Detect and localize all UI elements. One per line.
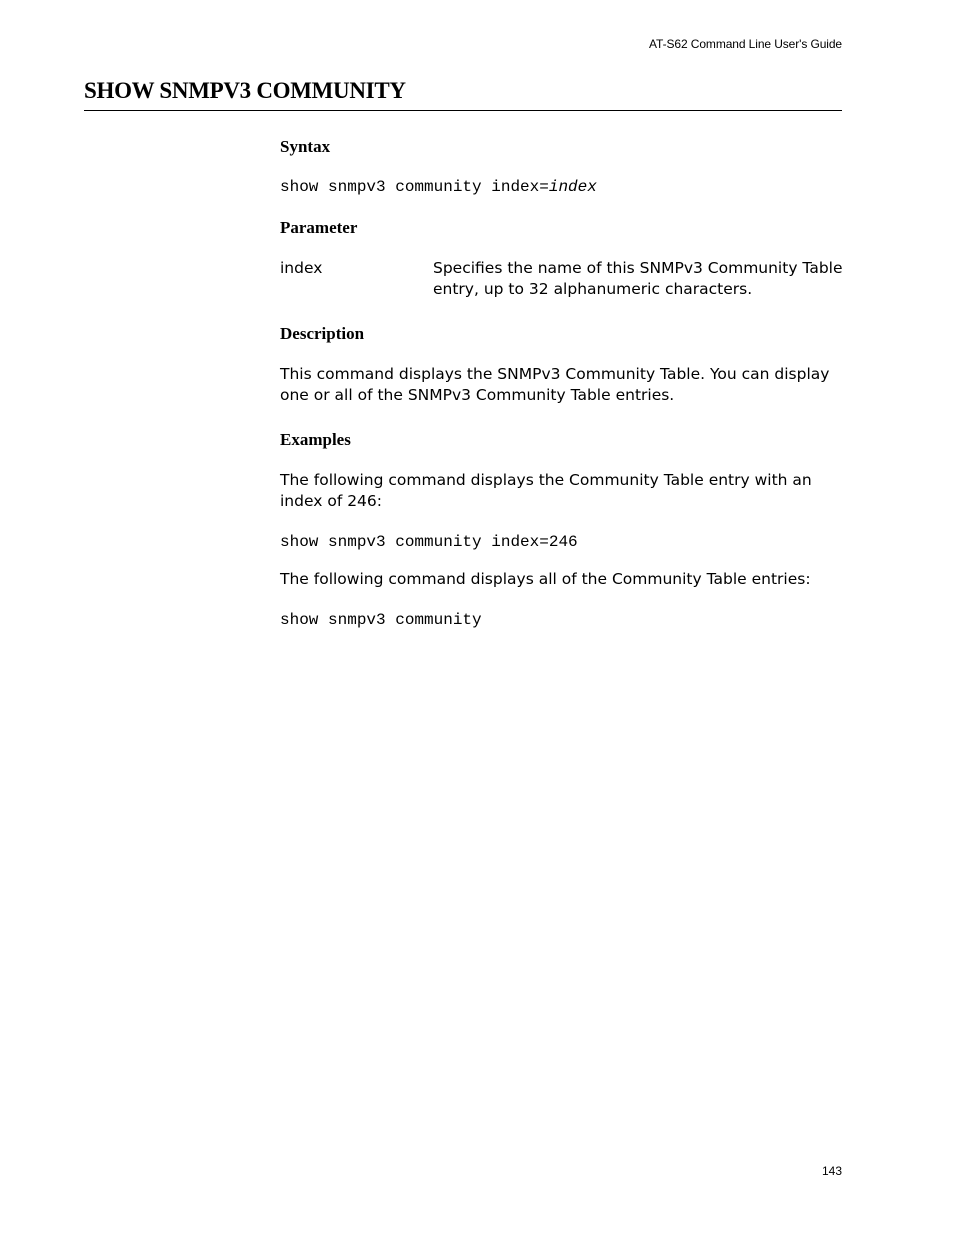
examples-heading: Examples xyxy=(280,430,351,449)
example-command-1: show snmpv3 community index=246 xyxy=(280,533,578,551)
running-header: AT-S62 Command Line User's Guide xyxy=(649,37,842,51)
page-title: SHOW SNMPV3 COMMUNITY xyxy=(84,78,406,103)
syntax-heading: Syntax xyxy=(280,137,331,156)
syntax-command-prefix: show snmpv3 community index= xyxy=(280,178,549,196)
example-command-2: show snmpv3 community xyxy=(280,611,482,629)
example-intro-1: The following command displays the Community Table entry with an index of 246: xyxy=(280,471,812,510)
parameter-name: index xyxy=(280,259,323,277)
syntax-command xyxy=(280,178,597,196)
description-heading: Description xyxy=(280,324,365,343)
parameter-heading: Parameter xyxy=(280,218,358,237)
example-intro-2: The following command displays all of the Community Table entries: xyxy=(280,570,811,588)
title-rule xyxy=(84,110,842,111)
parameter-description: Specifies the name of this SNMPv3 Community Table entry, up to 32 alphanumeric characters. xyxy=(433,259,843,298)
description-text: This command displays the SNMPv3 Community Table. You can display one or all of the SNMPv3 Community Table entries. xyxy=(280,365,830,404)
syntax-command-variable: index xyxy=(548,178,597,196)
page-number: 143 xyxy=(821,1164,842,1178)
